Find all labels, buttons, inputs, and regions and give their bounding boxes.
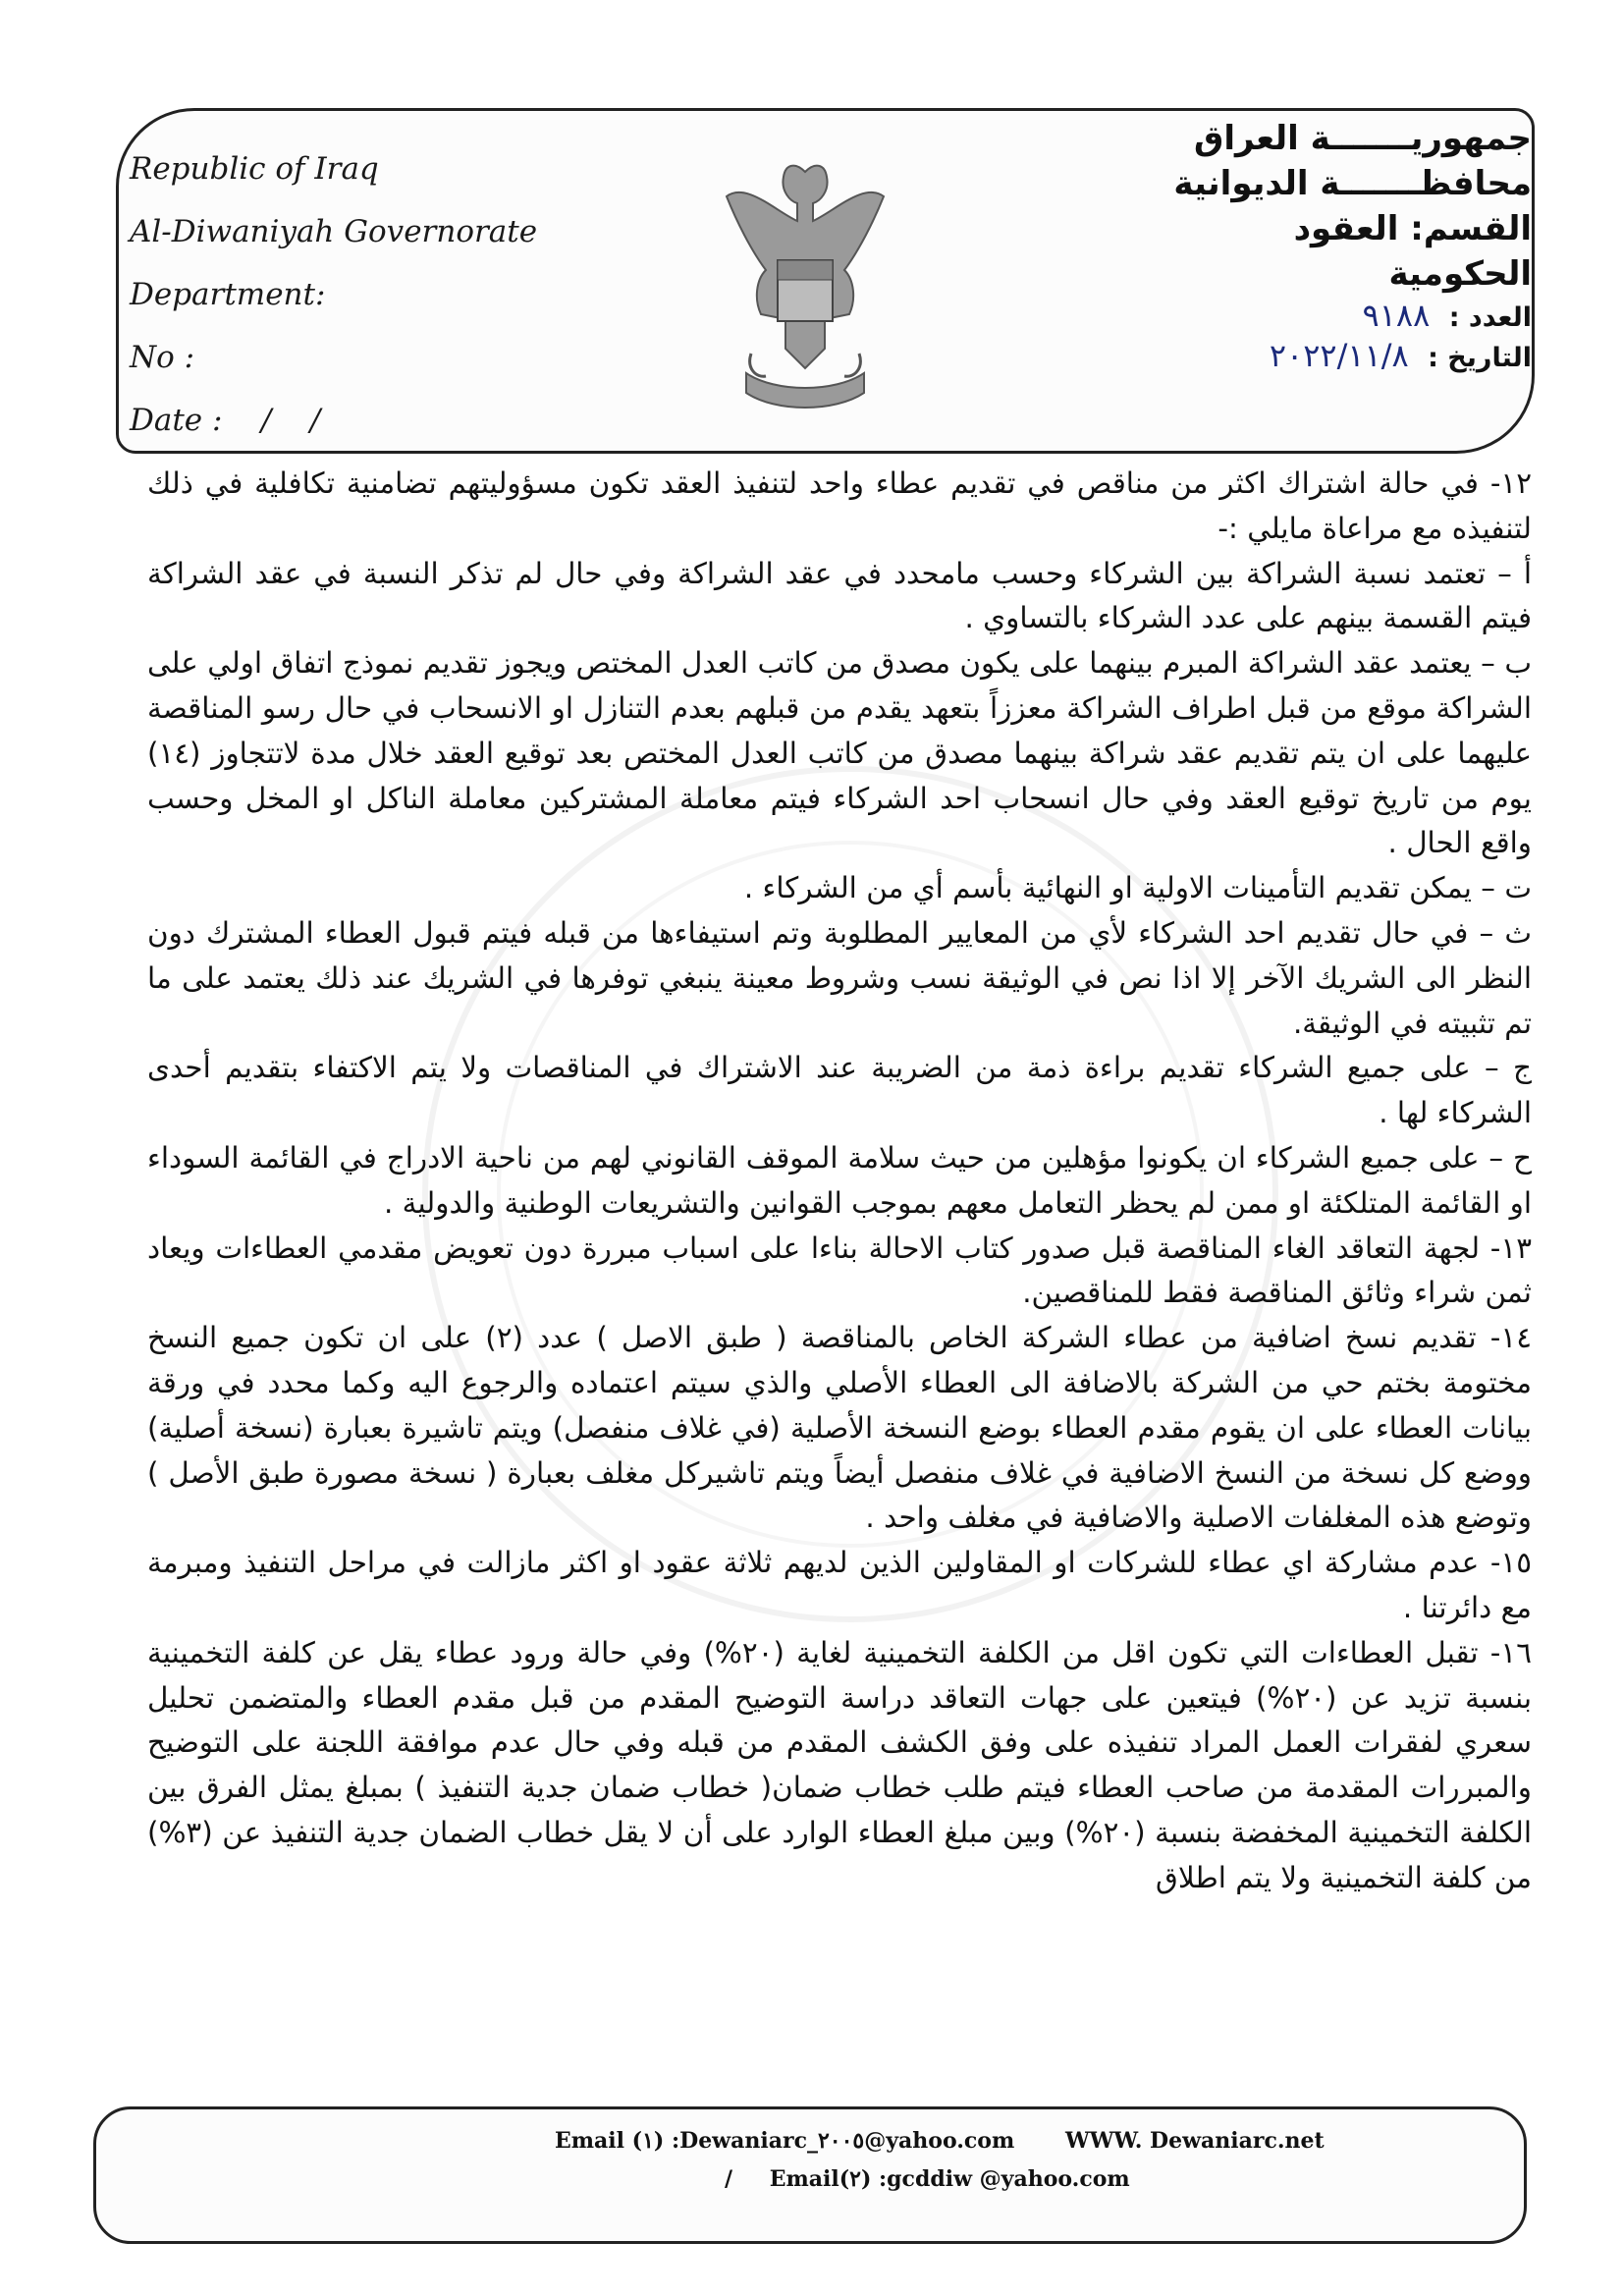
clause-13: ١٣- لجهة التعاقد الغاء المناقصة قبل صدور كتاب الاحالة بناءا على اسباب مبررة دون تعويض مقدمي العطاءات ويعاد ثمن شراء وثائق المناقصة فقط للمناقصين. (147, 1230, 1532, 1310)
number-row-ar (1168, 297, 1532, 337)
date-label-en: Date : / / (130, 403, 321, 438)
footer-email-1[interactable]: Email (١) :Dewaniarc_٢٠٠٥@yahoo.com (555, 2128, 1015, 2154)
department-label-en: Department: (130, 277, 326, 312)
governorate-name-ar: محافظـــــــة الديوانية (1173, 164, 1532, 203)
clause-16: ١٦- تقبل العطاءات التي تكون اقل من الكلفة التخمينية لغاية (٢٠%) وفي حالة ورود عطاء يقل عن كلفة التخمينية بنسبة تزيد عن (٢٠%) فيتعين على جهات التعاقد دراسة التوضيح المقدم من قبل مقدم العطاء والمتضمن تحليل سعري لفقرات العمل المراد تنفيذه على وفق الكشف المقدم من قبله وفي حال عدم موافقة اللجنة على التوضيح والمبررات المقدمة من صاحب العطاء فيتم طلب خطاب ضمان( خطاب ضمان جدية التنفيذ ) بمبلغ يمثل الفرق بين الكلفة التخمينية المخفضة بنسبة (٢٠%) وبين مبلغ العطاء الوارد على أن لا يقل خطاب الضمان جدية التنفيذ عن (٣%) من كلفة التخمينية ولا يتم اطلاق (147, 1635, 1532, 1894)
clause-12-t: ت – يمكن تقديم التأمينات الاولية او النهائية بأسم أي من الشركاء . (743, 871, 1532, 905)
date-label-ar: التاريخ : (1428, 343, 1532, 373)
footer-contact-line-2 (725, 2166, 1274, 2192)
iraq-eagle-emblem-icon (707, 142, 903, 427)
footer-email-2[interactable]: Email(٢) :gcddiw @yahoo.com (769, 2166, 1130, 2192)
letterhead-english (130, 137, 552, 452)
clause-12-th: ث – في حال تقديم احد الشركاء لأي من المعايير المطلوبة وتم استيفاءها من قبله فيتم قبول العطاء المشترك دون النظر الى الشريك الآخر إلا اذا نص في الوثيقة نسب وشروط معينة ينبغي توفرها في الشريك عند ذلك يعتمد على ما تم تثبيته في الوثيقة. (147, 915, 1532, 1040)
number-value-ar: ٩١٨٨ (1362, 297, 1431, 334)
number-label-en: No : (130, 340, 195, 375)
clause-14: ١٤- تقديم نسخ اضافية من عطاء الشركة الخاص بالمناقصة ( طبق الاصل ) عدد (٢) على ان تكون جميع النسخ مختومة بختم حي من الشركة بالاضافة الى العطاء الأصلي والذي سيتم اعتماده والرجوع اليه وكما محدد في ورقة بيانات العطاء على ان يقوم مقدم العطاء بوضع النسخة الأصلية (في غلاف منفصل) ويتم تاشيرة بعبارة (نسخة أصلية) ووضع كل نسخة من النسخ الاضافية في غلاف منفصل أيضاً ويتم تاشيركل مغلف بعبارة ( نسخة مصورة طبق الأصل ) وتوضع هذه المغلفات الاصلية والاضافية في مغلف واحد . (147, 1321, 1532, 1535)
country-name-en: Republic of Iraq (130, 151, 379, 187)
clause-12-j: ج – على جميع الشركاء تقديم براءة ذمة من الضريبة عند الاشتراك في المناقصات ولا يتم الاكتفاء بتقديم أحدى الشركاء لها . (147, 1051, 1532, 1130)
footer-separator: / (725, 2166, 733, 2192)
clause-12: ١٢- في حالة اشتراك اكثر من مناقص في تقديم عطاء واحد لتنفيذ العقد تكون مسؤوليتهم تضامنية تكافلية في ذلك لتنفيذه مع مراعاة مايلي :- (147, 466, 1532, 545)
clause-12-a: أ – تعتمد نسبة الشراكة بين الشركاء وحسب مامحدد في عقد الشراكة وفي حال لم تذكر النسبة في عقد الشراكة فيتم القسمة بينهم على عدد الشركاء بالتساوي . (147, 556, 1532, 635)
clause-12-h: ح – على جميع الشركاء ان يكونوا مؤهلين من حيث سلامة الموقف القانوني لهم من ناحية الادراج في القائمة السوداء او القائمة المتلكئة او ممن لم يحظر التعامل معهم بموجب القوانين والتشريعات الوطنية والدولية . (147, 1140, 1532, 1220)
footer-website[interactable]: WWW. Dewaniarc.net (1065, 2128, 1325, 2154)
country-name-ar: جمهوريـــــــة العراق (1193, 119, 1532, 158)
date-row-ar (1168, 337, 1532, 377)
clause-12-b: ب – يعتمد عقد الشراكة المبرم بينهما على يكون مصدق من كاتب العدل المختص ويجوز تقديم نموذج اتفاق اولي على الشراكة موقع من قبل اطراف الشراكة معززاً بتعهد يقدم من قبلهم بعدم التنازل او الانسحاب في حال رسو المناقصة عليهما على ان يتم تقديم عقد شراكة بينهما مصدق من كاتب العدل المختص بعد توقيع العقد خلال مدة لاتتجاوز (١٤) يوم من تاريخ توقيع العقد وفي حال انسحاب احد الشركاء فيتم معاملة المشتركين معاملة الناكل او المخل وحسب واقع الحال . (147, 646, 1532, 860)
department-ar: القسم: العقود الحكومية (1293, 209, 1532, 294)
letterhead-arabic (1168, 116, 1532, 377)
number-label-ar: العدد : (1448, 302, 1532, 333)
clause-15: ١٥- عدم مشاركة اي عطاء للشركات او المقاولين الذين لديهم ثلاثة عقود او اكثر مازالت في مراحل التنفيذ ومبرمة مع دائرتنا . (147, 1546, 1532, 1624)
document-body (147, 462, 1532, 2092)
footer-contact-line-1 (555, 2128, 1340, 2154)
date-value-ar: ٢٠٢٢/١١/٨ (1269, 337, 1409, 374)
governorate-name-en: Al-Diwaniyah Governorate (130, 214, 538, 249)
